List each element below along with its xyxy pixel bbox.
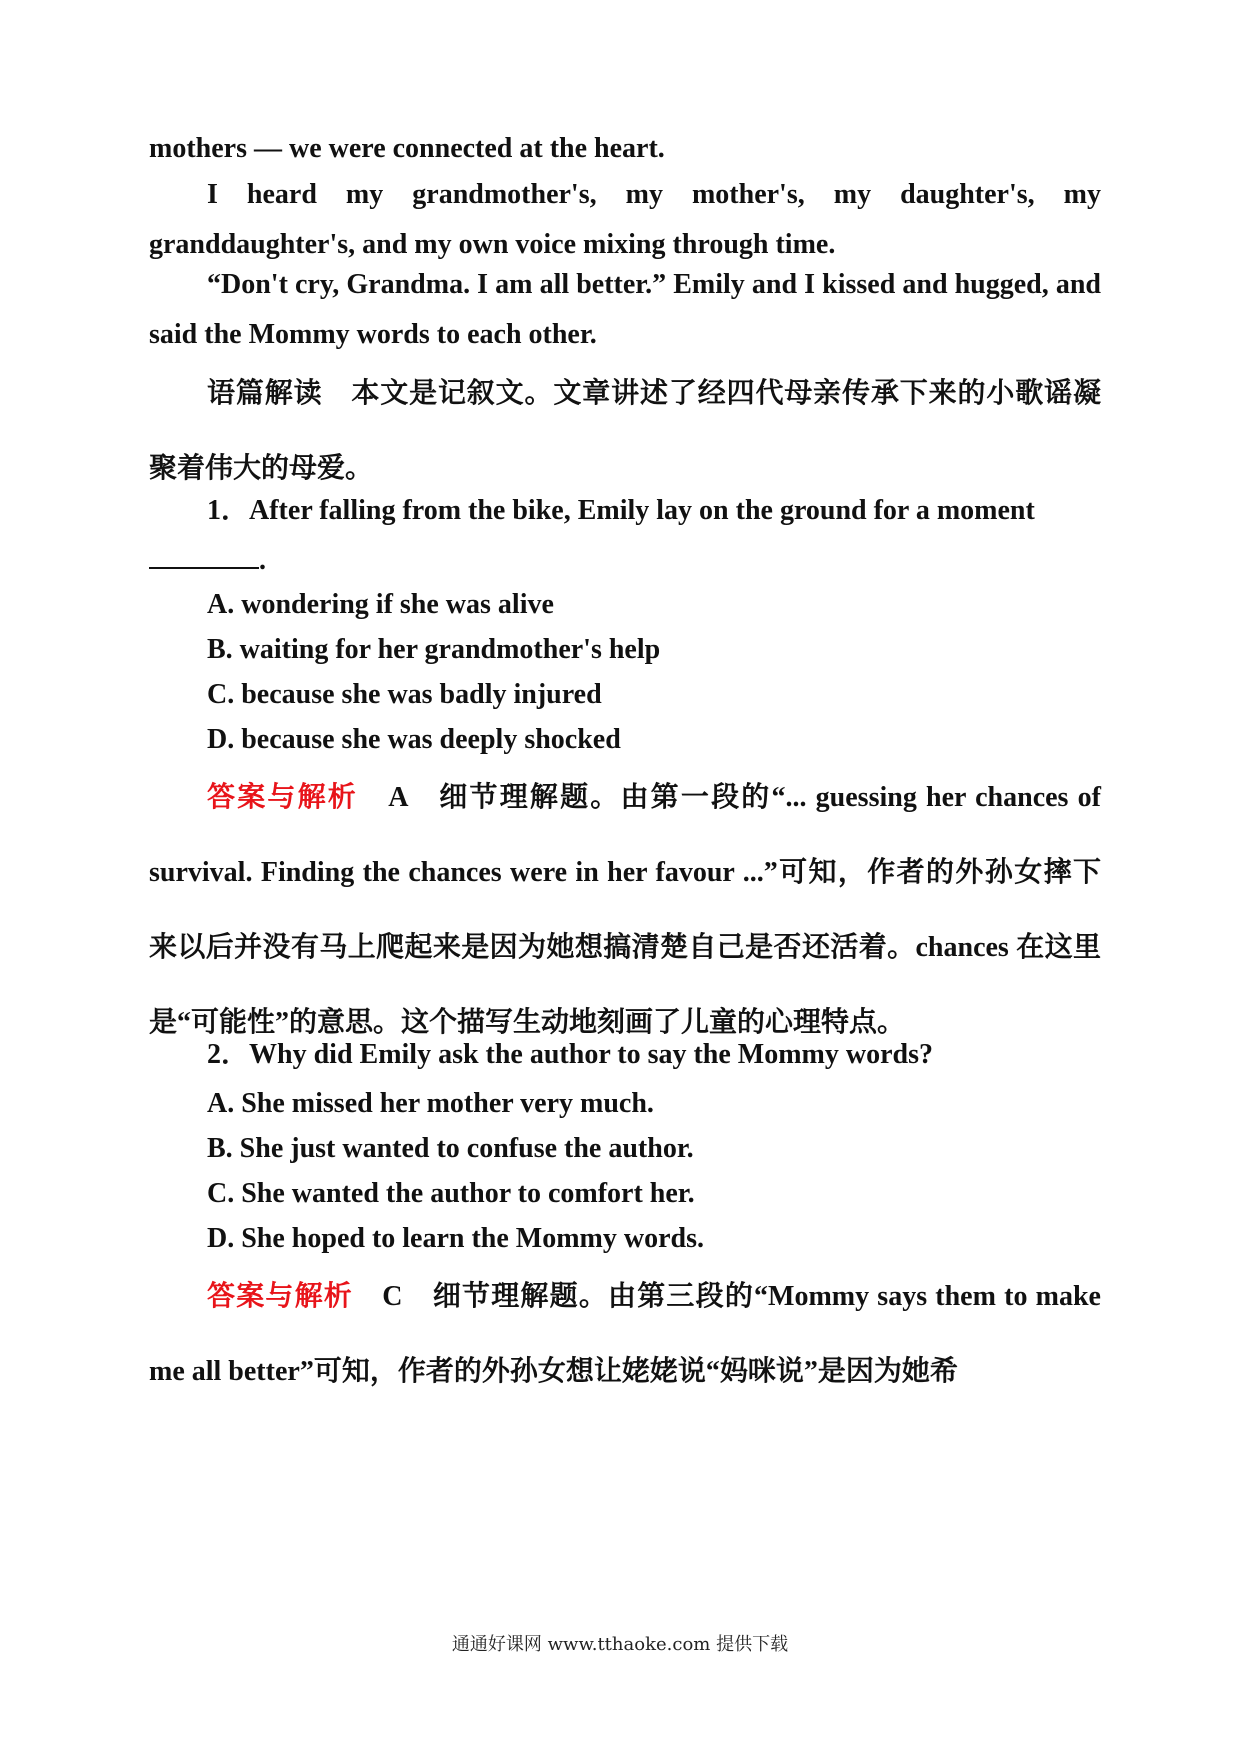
question-1-stem bbox=[149, 486, 1101, 586]
question-2-answer-label: 答案与解析 bbox=[207, 1281, 353, 1312]
question-2-option-d: D. She hoped to learn the Mommy words. bbox=[207, 1223, 704, 1254]
question-1-option-b: B. waiting for her grandmother's help bbox=[207, 634, 661, 665]
question-2-option-b: B. She just wanted to confuse the author. bbox=[207, 1133, 694, 1164]
question-2-answer: C bbox=[382, 1281, 403, 1312]
summary-text: 本文是记叙文。文章讲述了经四代母亲传承下来的小歌谣凝聚着伟大的母爱。 bbox=[149, 378, 1101, 484]
question-1-answer-label: 答案与解析 bbox=[207, 782, 358, 813]
question-1-explanation bbox=[149, 760, 1101, 1060]
question-2-explanation-text: 细节理解题。由第三段的“Mommy says them to make me all better”可知，作者的外孙女想让姥姥说“妈咪说”是因为她希 bbox=[149, 1281, 1101, 1387]
summary-label: 语篇解读 bbox=[207, 378, 323, 409]
question-2-option-a: A. She missed her mother very much. bbox=[207, 1088, 654, 1119]
answer-blank bbox=[149, 541, 259, 569]
question-1-option-c: C. because she was badly injured bbox=[207, 679, 602, 710]
summary-paragraph bbox=[149, 356, 1101, 506]
passage-paragraph-1: mothers — we were connected at the heart. bbox=[149, 133, 665, 164]
question-1-option-d: D. because she was deeply shocked bbox=[207, 724, 621, 755]
question-2-explanation bbox=[149, 1259, 1101, 1409]
question-1-option-a: A. wondering if she was alive bbox=[207, 589, 554, 620]
passage-paragraph-3: “Don't cry, Grandma. I am all better.” Emily and I kissed and hugged, and said the Mommy words to each other. bbox=[149, 269, 1101, 350]
question-1-explanation-text: 细节理解题。由第一段的“... guessing her chances of survival. Finding the chances were in her favour ...”可知，作者的外孙女摔下来以后并没有马上爬起来是因为她想搞清楚自己是否还活着。chances 在这里是“可能性”的意思。这个描写生动地刻画了儿童的心理特点。 bbox=[149, 782, 1101, 1038]
question-1-stem-end: . bbox=[259, 545, 266, 576]
question-2-number: 2． bbox=[207, 1039, 250, 1070]
question-2-option-c: C. She wanted the author to comfort her. bbox=[207, 1178, 695, 1209]
question-1-text: After falling from the bike, Emily lay on the ground for a moment bbox=[249, 495, 1035, 526]
passage-paragraph-2: I heard my grandmother's, my mother's, my daughter's, my granddaughter's, and my own voice mixing through time. bbox=[149, 179, 1101, 260]
question-1-number: 1． bbox=[207, 495, 250, 526]
question-2-text: Why did Emily ask the author to say the Mommy words? bbox=[249, 1039, 933, 1070]
question-1-answer: A bbox=[388, 782, 407, 813]
page-footer: 通通好课网 www.tthaoke.com 提供下载 bbox=[451, 1634, 789, 1655]
question-2-stem bbox=[149, 1030, 1101, 1080]
